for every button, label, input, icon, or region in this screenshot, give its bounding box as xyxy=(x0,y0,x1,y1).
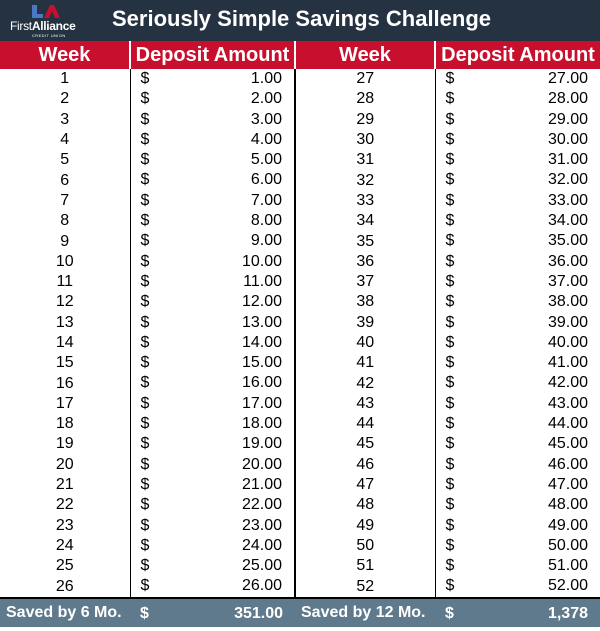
table-footer-row xyxy=(0,598,600,627)
table-row xyxy=(0,89,600,109)
currency-symbol: $ xyxy=(140,333,150,351)
deposit-value: 35.00 xyxy=(547,232,588,250)
week-cell: 2 xyxy=(60,90,70,108)
currency-symbol: $ xyxy=(445,252,455,270)
deposit-cell xyxy=(435,373,600,393)
logo-mark-icon xyxy=(30,4,60,20)
deposit-value: 25.00 xyxy=(241,557,282,575)
deposit-value: 27.00 xyxy=(547,70,588,87)
deposit-value: 13.00 xyxy=(241,313,282,331)
week-cell: 40 xyxy=(295,333,435,353)
deposit-cell xyxy=(130,333,295,353)
deposit-cell xyxy=(435,475,600,495)
currency-symbol: $ xyxy=(445,130,455,148)
currency-symbol: $ xyxy=(140,293,150,311)
deposit-value: 16.00 xyxy=(241,374,282,392)
week-cell: 8 xyxy=(60,212,70,230)
currency-symbol: $ xyxy=(445,536,455,554)
table-row xyxy=(0,475,600,495)
currency-symbol: $ xyxy=(445,604,454,622)
deposit-cell xyxy=(130,516,295,536)
week-cell: 27 xyxy=(295,69,435,89)
deposit-cell xyxy=(435,150,600,170)
deposit-value: 42.00 xyxy=(547,374,588,392)
deposit-value: 17.00 xyxy=(241,394,282,412)
deposit-cell xyxy=(435,211,600,231)
week-cell: 45 xyxy=(295,434,435,454)
table-row xyxy=(0,495,600,515)
currency-symbol: $ xyxy=(140,354,150,372)
footer-label-6-months: Saved by 6 Mo. xyxy=(0,598,130,627)
deposit-cell xyxy=(130,150,295,170)
currency-symbol: $ xyxy=(445,110,455,128)
deposit-cell xyxy=(435,576,600,597)
currency-symbol: $ xyxy=(140,313,150,331)
currency-symbol: $ xyxy=(445,293,455,311)
deposit-value: 4.00 xyxy=(250,130,282,148)
deposit-cell xyxy=(435,292,600,312)
table-row xyxy=(0,536,600,556)
currency-symbol: $ xyxy=(140,557,150,575)
deposit-value: 50.00 xyxy=(547,536,588,554)
table-row xyxy=(0,110,600,130)
table-header-row xyxy=(0,41,600,69)
week-cell: 25 xyxy=(55,557,74,575)
week-cell: 35 xyxy=(295,231,435,251)
deposit-cell xyxy=(130,191,295,211)
currency-symbol: $ xyxy=(140,232,150,250)
week-cell: 44 xyxy=(295,414,435,434)
deposit-cell xyxy=(130,231,295,251)
deposit-value: 6.00 xyxy=(250,171,282,189)
deposit-value: 48.00 xyxy=(547,496,588,514)
deposit-cell xyxy=(130,414,295,434)
week-cell: 3 xyxy=(60,110,70,128)
deposit-cell xyxy=(130,455,295,475)
logo-wordmark: FirstAlliance xyxy=(10,19,76,33)
table-row xyxy=(0,191,600,211)
currency-symbol: $ xyxy=(140,394,150,412)
week-cell: 6 xyxy=(60,171,70,189)
table-row xyxy=(0,333,600,353)
week-cell: 49 xyxy=(295,516,435,536)
week-cell: 34 xyxy=(295,211,435,231)
deposit-value: 36.00 xyxy=(547,252,588,270)
deposit-cell xyxy=(435,69,600,89)
deposit-cell xyxy=(130,536,295,556)
header-deposit-1: Deposit Amount xyxy=(130,41,295,69)
deposit-value: 20.00 xyxy=(241,455,282,473)
deposit-value: 44.00 xyxy=(547,415,588,433)
week-cell: 20 xyxy=(55,455,74,473)
week-cell: 43 xyxy=(295,394,435,414)
deposit-cell xyxy=(130,130,295,150)
deposit-value: 47.00 xyxy=(547,475,588,493)
table-row xyxy=(0,170,600,190)
week-cell: 1 xyxy=(60,70,70,88)
footer-label-12-months: Saved by 12 Mo. xyxy=(295,598,435,627)
title-bar xyxy=(0,0,600,41)
week-cell: 28 xyxy=(295,89,435,109)
page-title: Seriously Simple Savings Challenge xyxy=(112,6,492,31)
deposit-value: 30.00 xyxy=(547,130,588,148)
deposit-cell xyxy=(435,414,600,434)
header-week-1: Week xyxy=(0,41,130,69)
week-cell: 46 xyxy=(295,455,435,475)
deposit-cell xyxy=(435,130,600,150)
deposit-value: 41.00 xyxy=(547,354,588,372)
deposit-cell xyxy=(435,170,600,190)
deposit-value: 29.00 xyxy=(547,110,588,128)
deposit-cell xyxy=(130,556,295,576)
currency-symbol: $ xyxy=(445,374,455,392)
deposit-value: 52.00 xyxy=(547,577,588,595)
deposit-value: 31.00 xyxy=(547,151,588,169)
deposit-cell xyxy=(435,191,600,211)
week-cell: 14 xyxy=(55,334,74,351)
table-row xyxy=(0,313,600,333)
currency-symbol: $ xyxy=(140,171,150,189)
week-cell: 10 xyxy=(55,252,74,270)
first-alliance-logo xyxy=(8,3,88,39)
deposit-cell xyxy=(130,394,295,414)
currency-symbol: $ xyxy=(445,516,455,534)
deposit-cell xyxy=(130,576,295,597)
deposit-cell xyxy=(130,495,295,515)
table-row xyxy=(0,414,600,434)
table-row xyxy=(0,292,600,312)
deposit-value: 15.00 xyxy=(241,354,282,372)
deposit-value: 19.00 xyxy=(241,435,282,453)
deposit-cell xyxy=(130,272,295,292)
week-cell: 48 xyxy=(295,495,435,515)
currency-symbol: $ xyxy=(140,475,150,493)
footer-total-6-months xyxy=(130,598,295,627)
currency-symbol: $ xyxy=(140,455,150,473)
deposit-cell xyxy=(130,89,295,109)
currency-symbol: $ xyxy=(140,272,150,290)
deposit-value: 46.00 xyxy=(547,455,588,473)
week-cell: 50 xyxy=(295,536,435,556)
currency-symbol: $ xyxy=(445,191,455,209)
week-cell: 5 xyxy=(60,151,70,169)
currency-symbol: $ xyxy=(445,171,455,189)
table-row xyxy=(0,576,600,597)
week-cell: 22 xyxy=(55,496,74,514)
currency-symbol: $ xyxy=(140,435,150,453)
deposit-cell xyxy=(435,110,600,130)
table-row xyxy=(0,252,600,272)
table-row xyxy=(0,150,600,170)
deposit-cell xyxy=(435,455,600,475)
deposit-value: 21.00 xyxy=(241,475,282,493)
week-cell: 23 xyxy=(55,516,74,534)
deposit-value: 5.00 xyxy=(250,151,282,169)
total-value: 351.00 xyxy=(234,604,283,622)
deposit-cell xyxy=(130,313,295,333)
deposit-value: 22.00 xyxy=(241,496,282,514)
deposit-cell xyxy=(435,353,600,373)
deposit-value: 34.00 xyxy=(547,212,588,230)
currency-symbol: $ xyxy=(140,252,150,270)
deposit-cell xyxy=(130,69,295,89)
week-cell: 15 xyxy=(55,354,74,372)
deposit-value: 1.00 xyxy=(250,70,282,87)
currency-symbol: $ xyxy=(445,394,455,412)
currency-symbol: $ xyxy=(445,212,455,230)
currency-symbol: $ xyxy=(140,191,150,209)
currency-symbol: $ xyxy=(445,333,455,351)
week-cell: 18 xyxy=(55,415,74,433)
table-row xyxy=(0,69,600,89)
table-row xyxy=(0,130,600,150)
currency-symbol: $ xyxy=(140,130,150,148)
table-row xyxy=(0,211,600,231)
table-row xyxy=(0,455,600,475)
currency-symbol: $ xyxy=(445,151,455,169)
deposit-cell xyxy=(130,110,295,130)
deposit-cell xyxy=(130,373,295,393)
deposit-cell xyxy=(435,313,600,333)
week-cell: 36 xyxy=(295,252,435,272)
week-cell: 13 xyxy=(55,313,74,331)
week-cell: 11 xyxy=(56,273,74,291)
deposit-value: 18.00 xyxy=(241,415,282,433)
deposit-value: 11.00 xyxy=(243,272,282,290)
table-row xyxy=(0,272,600,292)
deposit-cell xyxy=(435,556,600,576)
table-row xyxy=(0,373,600,393)
currency-symbol: $ xyxy=(445,272,455,290)
deposit-value: 43.00 xyxy=(547,394,588,412)
deposit-value: 39.00 xyxy=(547,313,588,331)
deposit-value: 51.00 xyxy=(547,557,588,575)
deposit-cell xyxy=(435,333,600,353)
currency-symbol: $ xyxy=(445,496,455,514)
week-cell: 17 xyxy=(55,394,74,412)
week-cell: 24 xyxy=(55,536,74,554)
deposit-cell xyxy=(130,434,295,454)
currency-symbol: $ xyxy=(445,70,455,87)
deposit-cell xyxy=(130,252,295,272)
week-cell: 12 xyxy=(55,293,74,311)
currency-symbol: $ xyxy=(140,496,150,514)
week-cell: 16 xyxy=(55,374,74,392)
deposit-value: 33.00 xyxy=(547,191,588,209)
deposit-cell xyxy=(130,475,295,495)
table-row xyxy=(0,434,600,454)
currency-symbol: $ xyxy=(140,70,150,87)
week-cell: 42 xyxy=(295,373,435,393)
deposit-cell xyxy=(130,170,295,190)
savings-table xyxy=(0,41,600,627)
currency-symbol: $ xyxy=(140,151,150,169)
table-row xyxy=(0,231,600,251)
currency-symbol: $ xyxy=(445,577,455,595)
week-cell: 47 xyxy=(295,475,435,495)
currency-symbol: $ xyxy=(140,374,150,392)
week-cell: 19 xyxy=(55,435,74,453)
currency-symbol: $ xyxy=(140,536,150,554)
currency-symbol: $ xyxy=(445,90,455,108)
week-cell: 31 xyxy=(295,150,435,170)
currency-symbol: $ xyxy=(140,577,150,595)
week-cell: 26 xyxy=(55,577,74,595)
logo-subtitle: CREDIT UNION xyxy=(32,33,66,38)
deposit-cell xyxy=(130,292,295,312)
deposit-value: 28.00 xyxy=(547,90,588,108)
deposit-cell xyxy=(435,394,600,414)
deposit-value: 45.00 xyxy=(547,435,588,453)
week-cell: 30 xyxy=(295,130,435,150)
table-row xyxy=(0,556,600,576)
currency-symbol: $ xyxy=(140,415,150,433)
footer-total-12-months xyxy=(435,598,600,627)
deposit-value: 32.00 xyxy=(547,171,588,189)
deposit-value: 24.00 xyxy=(241,536,282,554)
deposit-cell xyxy=(435,536,600,556)
currency-symbol: $ xyxy=(445,475,455,493)
deposit-value: 38.00 xyxy=(547,293,588,311)
currency-symbol: $ xyxy=(445,354,455,372)
week-cell: 29 xyxy=(295,110,435,130)
currency-symbol: $ xyxy=(140,516,150,534)
table-row xyxy=(0,516,600,536)
week-cell: 39 xyxy=(295,313,435,333)
week-cell: 51 xyxy=(295,556,435,576)
currency-symbol: $ xyxy=(445,455,455,473)
deposit-cell xyxy=(435,272,600,292)
deposit-cell xyxy=(435,516,600,536)
deposit-value: 40.00 xyxy=(547,333,588,351)
deposit-value: 7.00 xyxy=(250,191,282,209)
week-cell: 7 xyxy=(60,191,70,209)
currency-symbol: $ xyxy=(445,313,455,331)
currency-symbol: $ xyxy=(140,604,149,622)
week-cell: 41 xyxy=(295,353,435,373)
week-cell: 21 xyxy=(55,476,74,494)
deposit-cell xyxy=(435,252,600,272)
total-value: 1,378 xyxy=(547,604,588,622)
header-week-2: Week xyxy=(295,41,435,69)
currency-symbol: $ xyxy=(140,110,150,128)
deposit-cell xyxy=(130,211,295,231)
currency-symbol: $ xyxy=(445,232,455,250)
deposit-value: 37.00 xyxy=(547,272,588,290)
week-cell: 32 xyxy=(295,170,435,190)
deposit-value: 2.00 xyxy=(250,90,282,108)
currency-symbol: $ xyxy=(140,90,150,108)
deposit-value: 14.00 xyxy=(241,333,282,351)
deposit-cell xyxy=(435,434,600,454)
deposit-cell xyxy=(435,231,600,251)
deposit-cell xyxy=(130,353,295,373)
deposit-value: 9.00 xyxy=(250,232,282,250)
currency-symbol: $ xyxy=(445,415,455,433)
week-cell: 4 xyxy=(60,131,70,149)
currency-symbol: $ xyxy=(445,557,455,575)
deposit-value: 26.00 xyxy=(241,577,282,595)
currency-symbol: $ xyxy=(140,212,150,230)
deposit-value: 8.00 xyxy=(250,212,282,230)
deposit-value: 23.00 xyxy=(241,516,282,534)
week-cell: 33 xyxy=(295,191,435,211)
currency-symbol: $ xyxy=(445,435,455,453)
deposit-value: 3.00 xyxy=(250,110,282,128)
deposit-cell xyxy=(435,495,600,515)
deposit-value: 10.00 xyxy=(241,252,282,270)
table-row xyxy=(0,394,600,414)
week-cell: 9 xyxy=(60,232,70,250)
week-cell: 52 xyxy=(295,576,435,597)
week-cell: 37 xyxy=(295,272,435,292)
week-cell: 38 xyxy=(295,292,435,312)
deposit-cell xyxy=(435,89,600,109)
deposit-value: 12.00 xyxy=(241,293,282,311)
header-deposit-2: Deposit Amount xyxy=(435,41,600,69)
table-row xyxy=(0,353,600,373)
deposit-value: 49.00 xyxy=(547,516,588,534)
